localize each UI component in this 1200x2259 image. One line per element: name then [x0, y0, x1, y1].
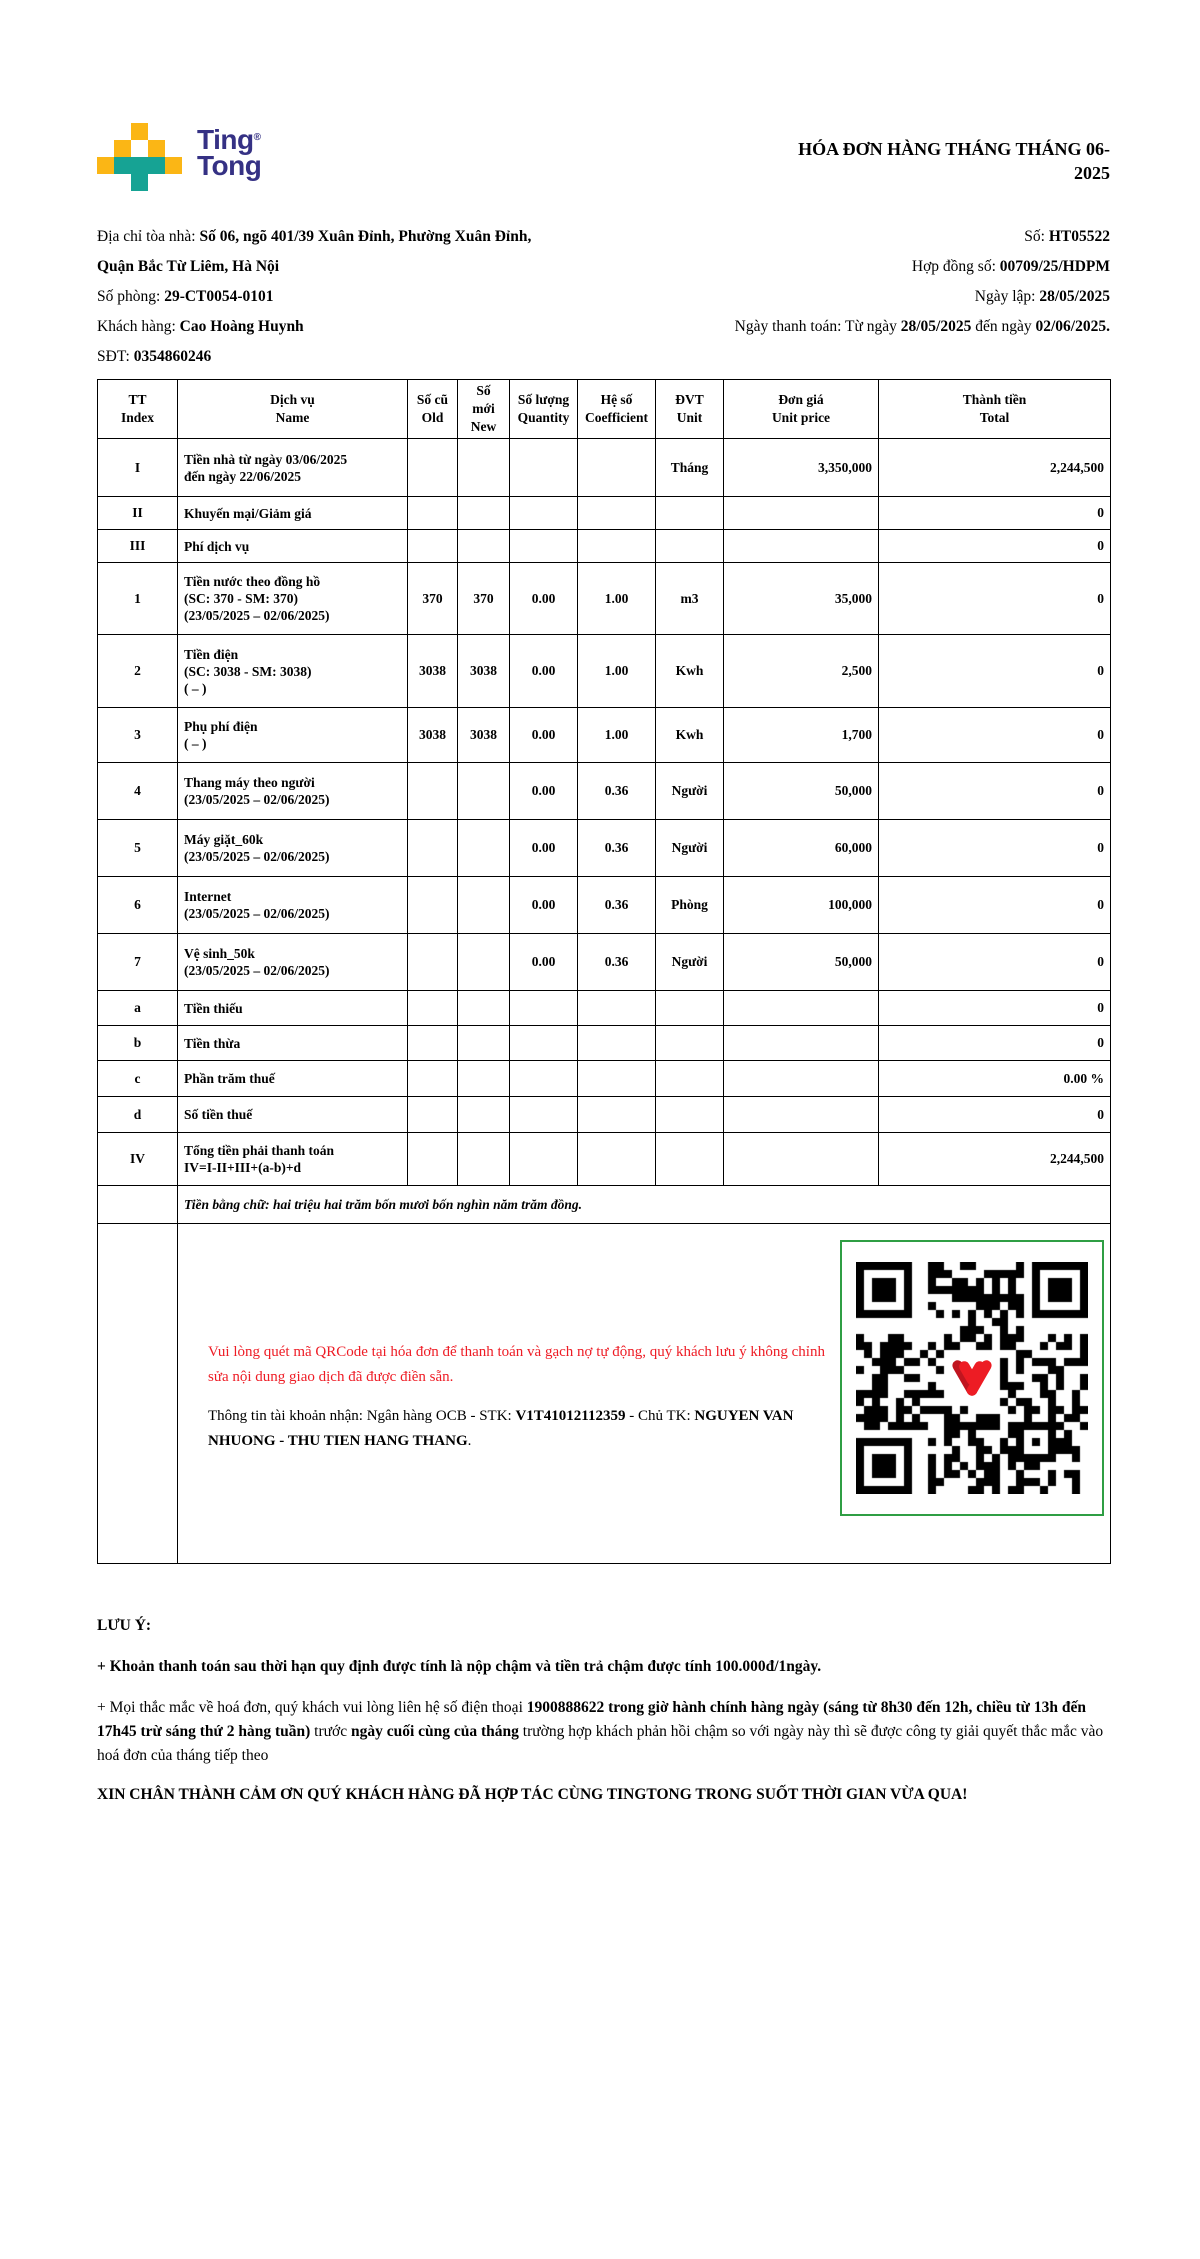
cell-service-name: Thang máy theo người (23/05/2025 – 02/06/2025) [178, 763, 408, 820]
empty-index-cell [98, 1186, 178, 1224]
table-row-6 [98, 877, 1111, 934]
cell-new [458, 763, 510, 820]
room-number: Số phòng: 29-CT0054-0101 [97, 288, 274, 305]
cell-coefficient [578, 1061, 656, 1097]
cell-new: 3038 [458, 635, 510, 708]
late-payment-note: + Khoản thanh toán sau thời hạn quy định được tính là nộp chậm và tiền trả chậm được tính 100.000đ/1ngày. [97, 1658, 822, 1675]
cell-service-name: Tổng tiền phải thanh toán IV=I-II+III+(a-b)+d [178, 1133, 408, 1186]
cell-service-name: Vệ sinh_50k (23/05/2025 – 02/06/2025) [178, 934, 408, 991]
cell-total: 0.00 % [879, 1061, 1111, 1097]
cell-unit [656, 1061, 724, 1097]
cell-coefficient: 0.36 [578, 934, 656, 991]
table-row-II [98, 497, 1111, 530]
cell-unit-price [724, 1133, 879, 1186]
cell-unit-price: 50,000 [724, 763, 879, 820]
cell-quantity: 0.00 [510, 635, 578, 708]
contract-number: Hợp đồng số: 00709/25/HDPM [911, 258, 1110, 275]
cell-quantity: 0.00 [510, 708, 578, 763]
cell-total: 2,244,500 [879, 439, 1111, 497]
cell-total: 0 [879, 497, 1111, 530]
cell-coefficient [578, 1026, 656, 1061]
cell-unit [656, 497, 724, 530]
cell-old [408, 1026, 458, 1061]
empty-index-cell [98, 1224, 178, 1564]
logo-pixel-teal [114, 157, 131, 174]
cell-old [408, 439, 458, 497]
cell-quantity [510, 497, 578, 530]
cell-unit-price: 50,000 [724, 934, 879, 991]
cell-quantity [510, 991, 578, 1026]
cell-index: 2 [98, 635, 178, 708]
invoice-title [650, 137, 1110, 185]
cell-service-name: Tiền thiếu [178, 991, 408, 1026]
qr-payment-text [208, 1340, 828, 1454]
cell-unit [656, 1097, 724, 1133]
thank-you-note: XIN CHÂN THÀNH CẢM ƠN QUÝ KHÁCH HÀNG ĐÃ HỢP TÁC CÙNG TINGTONG TRONG SUỐT THỜI GIAN VỪA QUA! [97, 1786, 968, 1803]
cell-total: 0 [879, 530, 1111, 563]
table-row-3 [98, 708, 1111, 763]
cell-unit: Người [656, 934, 724, 991]
table-row-4 [98, 763, 1111, 820]
cell-quantity [510, 439, 578, 497]
cell-index: 7 [98, 934, 178, 991]
table-row-7 [98, 934, 1111, 991]
table-row-2 [98, 635, 1111, 708]
cell-index: 3 [98, 708, 178, 763]
cell-new [458, 1097, 510, 1133]
table-row-c [98, 1061, 1111, 1097]
cell-quantity: 0.00 [510, 877, 578, 934]
cell-unit-price: 1,700 [724, 708, 879, 763]
cell-unit: Phòng [656, 877, 724, 934]
cell-unit-price: 3,350,000 [724, 439, 879, 497]
logo-pixel-yellow [165, 157, 182, 174]
cell-old: 3038 [408, 708, 458, 763]
cell-coefficient [578, 530, 656, 563]
info-row-room [97, 282, 1110, 312]
column-header-8: Thành tiền Total [879, 380, 1111, 439]
invoice-header [97, 95, 1110, 207]
tingtong-logo [97, 123, 261, 191]
cell-unit-price: 100,000 [724, 877, 879, 934]
cell-index: b [98, 1026, 178, 1061]
cell-index: d [98, 1097, 178, 1133]
cell-unit: Kwh [656, 635, 724, 708]
cell-old [408, 934, 458, 991]
table-header-row [98, 380, 1111, 439]
cell-unit: Tháng [656, 439, 724, 497]
cell-index: 5 [98, 820, 178, 877]
cell-new [458, 820, 510, 877]
cell-unit-price [724, 1026, 879, 1061]
cell-service-name: Số tiền thuế [178, 1097, 408, 1133]
cell-unit-price: 35,000 [724, 563, 879, 635]
notes-heading: LƯU Ý: [97, 1617, 152, 1634]
info-row-address-1 [97, 222, 1110, 252]
cell-quantity [510, 1061, 578, 1097]
customer-phone: SĐT: 0354860246 [97, 348, 212, 365]
cell-total: 0 [879, 991, 1111, 1026]
cell-new: 370 [458, 563, 510, 635]
cell-old [408, 1133, 458, 1186]
cell-total: 0 [879, 877, 1111, 934]
cell-index: c [98, 1061, 178, 1097]
cell-old [408, 1097, 458, 1133]
table-row-b [98, 1026, 1111, 1061]
logo-pixel-teal [131, 174, 148, 191]
cell-unit: m3 [656, 563, 724, 635]
cell-coefficient [578, 991, 656, 1026]
cell-new: 3038 [458, 708, 510, 763]
receiving-account-info: Thông tin tài khoản nhận: Ngân hàng OCB - STK: V1T41012112359 - Chủ TK: NGUYEN VAN NHUONG - THU TIEN HANG THANG. [208, 1408, 794, 1449]
table-row-1 [98, 563, 1111, 635]
building-address-line-2: Quận Bắc Từ Liêm, Hà Nội [97, 258, 280, 275]
qr-code-box [840, 1240, 1104, 1516]
column-header-7: Đơn giá Unit price [724, 380, 879, 439]
service-table [97, 379, 1111, 1564]
logo-pixel-teal [148, 157, 165, 174]
cell-service-name: Tiền nhà từ ngày 03/06/2025 đến ngày 22/06/2025 [178, 439, 408, 497]
cell-service-name: Khuyến mại/Giảm giá [178, 497, 408, 530]
cell-new [458, 530, 510, 563]
cell-unit: Người [656, 763, 724, 820]
footer-notes [97, 1614, 1110, 1807]
logo-pixel-yellow [97, 157, 114, 174]
cell-old [408, 497, 458, 530]
qr-row [98, 1224, 1111, 1564]
cell-total: 0 [879, 563, 1111, 635]
info-row-customer [97, 312, 1110, 342]
cell-quantity: 0.00 [510, 934, 578, 991]
cell-new [458, 934, 510, 991]
cell-total: 0 [879, 1026, 1111, 1061]
cell-new [458, 497, 510, 530]
cell-index: 4 [98, 763, 178, 820]
logo-pixel-yellow [148, 140, 165, 157]
cell-unit-price: 2,500 [724, 635, 879, 708]
qr-code [856, 1262, 1088, 1494]
payment-date-range: Ngày thanh toán: Từ ngày 28/05/2025 đến ngày 02/06/2025. [734, 318, 1110, 335]
cell-total: 0 [879, 934, 1111, 991]
cell-service-name: Máy giặt_60k (23/05/2025 – 02/06/2025) [178, 820, 408, 877]
cell-old [408, 991, 458, 1026]
cell-coefficient [578, 1097, 656, 1133]
cell-coefficient [578, 439, 656, 497]
cell-coefficient: 1.00 [578, 563, 656, 635]
brand-line-2: Tong [197, 150, 262, 181]
invoice-number: Số: HT05522 [1024, 228, 1110, 245]
invoice-content [97, 95, 1110, 1807]
column-header-1: Dịch vụ Name [178, 380, 408, 439]
cell-index: a [98, 991, 178, 1026]
cell-coefficient: 1.00 [578, 635, 656, 708]
cell-service-name: Phụ phí điện ( – ) [178, 708, 408, 763]
cell-service-name: Tiền nước theo đồng hồ (SC: 370 - SM: 370) (23/05/2025 – 02/06/2025) [178, 563, 408, 635]
tingtong-logo-icon [97, 123, 182, 191]
cell-index: III [98, 530, 178, 563]
table-row-III [98, 530, 1111, 563]
info-row-address-2 [97, 252, 1110, 282]
brand-line-1: Ting® [197, 124, 261, 155]
invoice-info-block [97, 222, 1110, 372]
cell-unit-price [724, 497, 879, 530]
table-row-d [98, 1097, 1111, 1133]
cell-quantity: 0.00 [510, 563, 578, 635]
building-address-line-1: Địa chỉ tòa nhà: Số 06, ngõ 401/39 Xuân Đỉnh, Phường Xuân Đỉnh, [97, 228, 532, 245]
invoice-title-line-1: HÓA ĐƠN HÀNG THÁNG THÁNG 06- [798, 139, 1110, 159]
table-row-a [98, 991, 1111, 1026]
cell-total: 0 [879, 1097, 1111, 1133]
table-row-I [98, 439, 1111, 497]
registered-mark: ® [253, 132, 261, 143]
cell-unit-price [724, 1097, 879, 1133]
cell-total: 0 [879, 763, 1111, 820]
cell-index: 1 [98, 563, 178, 635]
cell-quantity: 0.00 [510, 763, 578, 820]
issue-date: Ngày lập: 28/05/2025 [974, 288, 1110, 305]
cell-unit [656, 1133, 724, 1186]
cell-coefficient [578, 497, 656, 530]
cell-unit: Kwh [656, 708, 724, 763]
cell-unit-price [724, 991, 879, 1026]
cell-index: IV [98, 1133, 178, 1186]
cell-index: I [98, 439, 178, 497]
cell-quantity [510, 1097, 578, 1133]
cell-new [458, 991, 510, 1026]
cell-total: 0 [879, 708, 1111, 763]
column-header-0: TT Index [98, 380, 178, 439]
cell-old [408, 877, 458, 934]
cell-quantity [510, 1026, 578, 1061]
cell-index: 6 [98, 877, 178, 934]
column-header-3: Số mới New [458, 380, 510, 439]
qr-v-logo [949, 1355, 995, 1401]
cell-service-name: Tiền điện (SC: 3038 - SM: 3038) ( – ) [178, 635, 408, 708]
cell-coefficient: 0.36 [578, 877, 656, 934]
amount-in-words-row [98, 1186, 1111, 1224]
column-header-2: Số cũ Old [408, 380, 458, 439]
cell-service-name: Tiền thừa [178, 1026, 408, 1061]
cell-quantity [510, 530, 578, 563]
qr-scan-notice: Vui lòng quét mã QRCode tại hóa đơn để thanh toán và gạch nợ tự động, quý khách lưu ý không chỉnh sửa nội dung giao dịch đã được điền sẵn. [208, 1344, 825, 1385]
cell-service-name: Phí dịch vụ [178, 530, 408, 563]
customer-name: Khách hàng: Cao Hoàng Huynh [97, 318, 304, 335]
cell-service-name: Internet (23/05/2025 – 02/06/2025) [178, 877, 408, 934]
cell-coefficient: 1.00 [578, 708, 656, 763]
cell-unit [656, 1026, 724, 1061]
cell-total: 2,244,500 [879, 1133, 1111, 1186]
cell-unit [656, 530, 724, 563]
cell-index: II [98, 497, 178, 530]
logo-pixel-yellow [131, 123, 148, 140]
cell-unit-price [724, 530, 879, 563]
cell-new [458, 1133, 510, 1186]
table-row-IV [98, 1133, 1111, 1186]
cell-old: 370 [408, 563, 458, 635]
cell-old [408, 820, 458, 877]
logo-pixel-yellow [114, 140, 131, 157]
cell-coefficient: 0.36 [578, 820, 656, 877]
cell-old [408, 530, 458, 563]
cell-quantity [510, 1133, 578, 1186]
cell-total: 0 [879, 820, 1111, 877]
cell-service-name: Phần trăm thuế [178, 1061, 408, 1097]
column-header-6: ĐVT Unit [656, 380, 724, 439]
cell-new [458, 1026, 510, 1061]
info-row-phone [97, 342, 1110, 372]
cell-quantity: 0.00 [510, 820, 578, 877]
hotline-note: + Mọi thắc mắc về hoá đơn, quý khách vui lòng liên hệ số điện thoại 1900888622 trong giờ hành chính hàng ngày (sáng từ 8h30 đến 12h, chiều từ 13h đến 17h45 trừ sáng thứ 2 hàng tuần) trước ngày cuối cùng của tháng trường hợp khách phản hồi chậm so với ngày này thì sẽ được công ty giải quyết thắc mắc vào hoá đơn của tháng tiếp theo [97, 1699, 1104, 1764]
tingtong-brand-text [197, 125, 261, 191]
cell-coefficient: 0.36 [578, 763, 656, 820]
cell-old: 3038 [408, 635, 458, 708]
cell-total: 0 [879, 635, 1111, 708]
cell-old [408, 1061, 458, 1097]
amount-in-words: Tiền bằng chữ: hai triệu hai trăm bốn mươi bốn nghìn năm trăm đồng. [178, 1186, 1111, 1224]
invoice-title-line-2: 2025 [1074, 163, 1110, 183]
column-header-4: Số lượng Quantity [510, 380, 578, 439]
logo-pixel-teal [131, 157, 148, 174]
cell-coefficient [578, 1133, 656, 1186]
cell-old [408, 763, 458, 820]
cell-unit-price: 60,000 [724, 820, 879, 877]
cell-unit [656, 991, 724, 1026]
column-header-5: Hệ số Coefficient [578, 380, 656, 439]
qr-payment-cell [178, 1224, 1111, 1564]
cell-new [458, 877, 510, 934]
table-row-5 [98, 820, 1111, 877]
cell-unit-price [724, 1061, 879, 1097]
cell-unit: Người [656, 820, 724, 877]
cell-new [458, 439, 510, 497]
cell-new [458, 1061, 510, 1097]
